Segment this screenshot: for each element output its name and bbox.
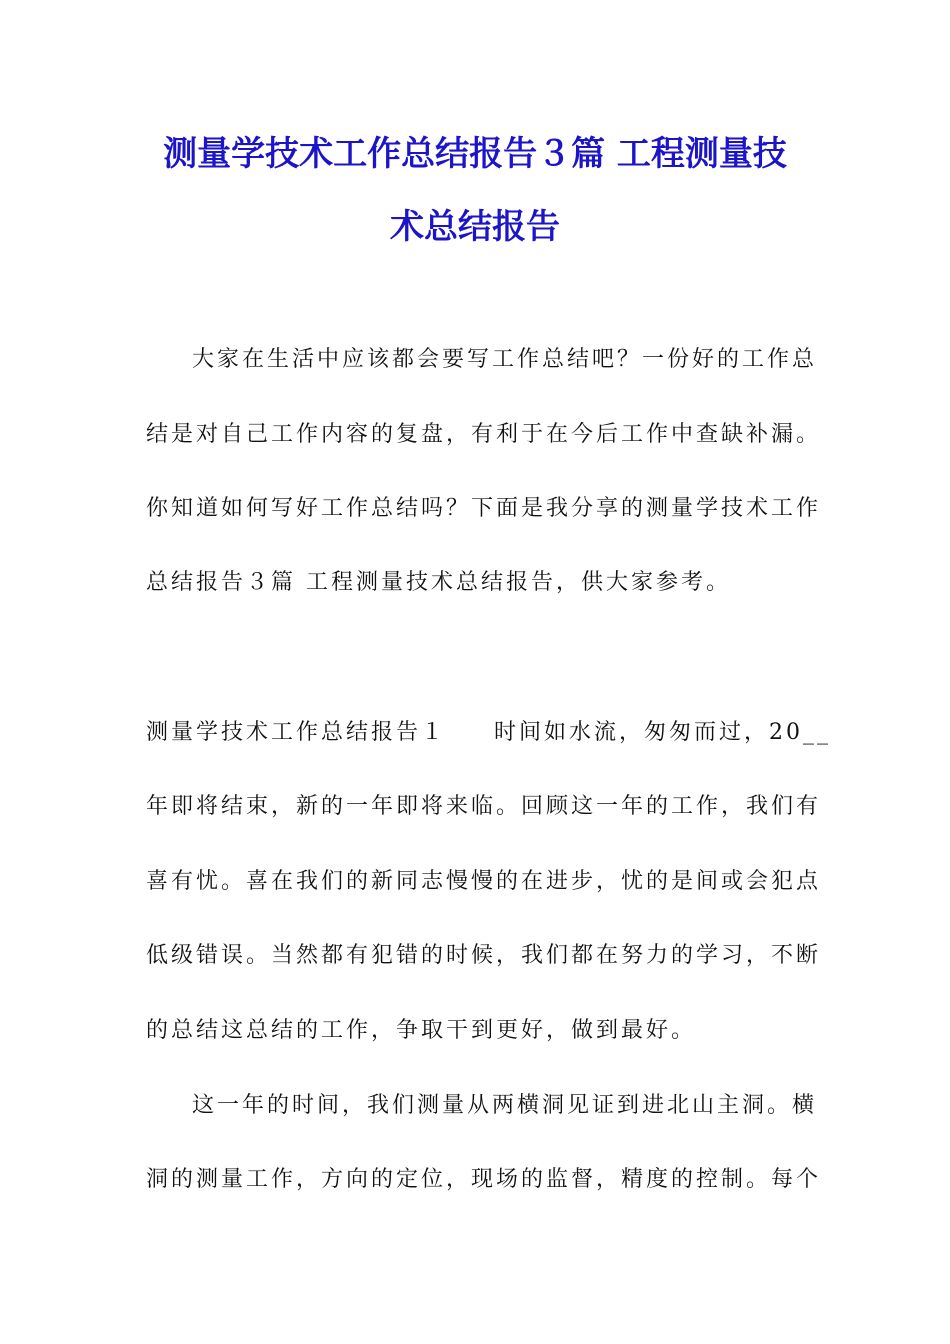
intro-line-2: 结是对自己工作内容的复盘，有利于在今后工作中查缺补漏。	[146, 422, 822, 447]
paragraph-2-line-2: 洞的测量工作，方向的定位，现场的监督，精度的控制。每个	[146, 1167, 822, 1192]
paragraph-2-line-1: 这一年的时间，我们测量从两横洞见证到进北山主洞。横	[192, 1093, 818, 1118]
section-1-first-line-text: 时间如水流，匆匆而过，20__	[494, 720, 832, 745]
section-1-line-2: 年即将结束，新的一年即将来临。回顾这一年的工作，我们有	[146, 794, 822, 819]
intro-line-4: 总结报告３篇 工程测量技术总结报告，供大家参考。	[146, 570, 731, 595]
section-1-line-3: 喜有忧。喜在我们的新同志慢慢的在进步，忧的是间或会犯点	[146, 869, 822, 894]
intro-line-1: 大家在生活中应该都会要写工作总结吧？一份好的工作总	[192, 347, 818, 372]
document-title-line-1: 测量学技术工作总结报告３篇 工程测量技	[163, 134, 787, 174]
document-title-line-2: 术总结报告	[390, 207, 560, 247]
intro-line-3: 你知道如何写好工作总结吗？下面是我分享的测量学技术工作	[146, 496, 822, 521]
section-1-line-4: 低级错误。当然都有犯错的时候，我们都在努力的学习，不断	[146, 943, 822, 968]
section-1-first-line	[146, 718, 832, 748]
section-1-line-5: 的总结这总结的工作，争取干到更好，做到最好。	[146, 1018, 697, 1043]
section-1-heading: 测量学技术工作总结报告１	[146, 720, 447, 745]
